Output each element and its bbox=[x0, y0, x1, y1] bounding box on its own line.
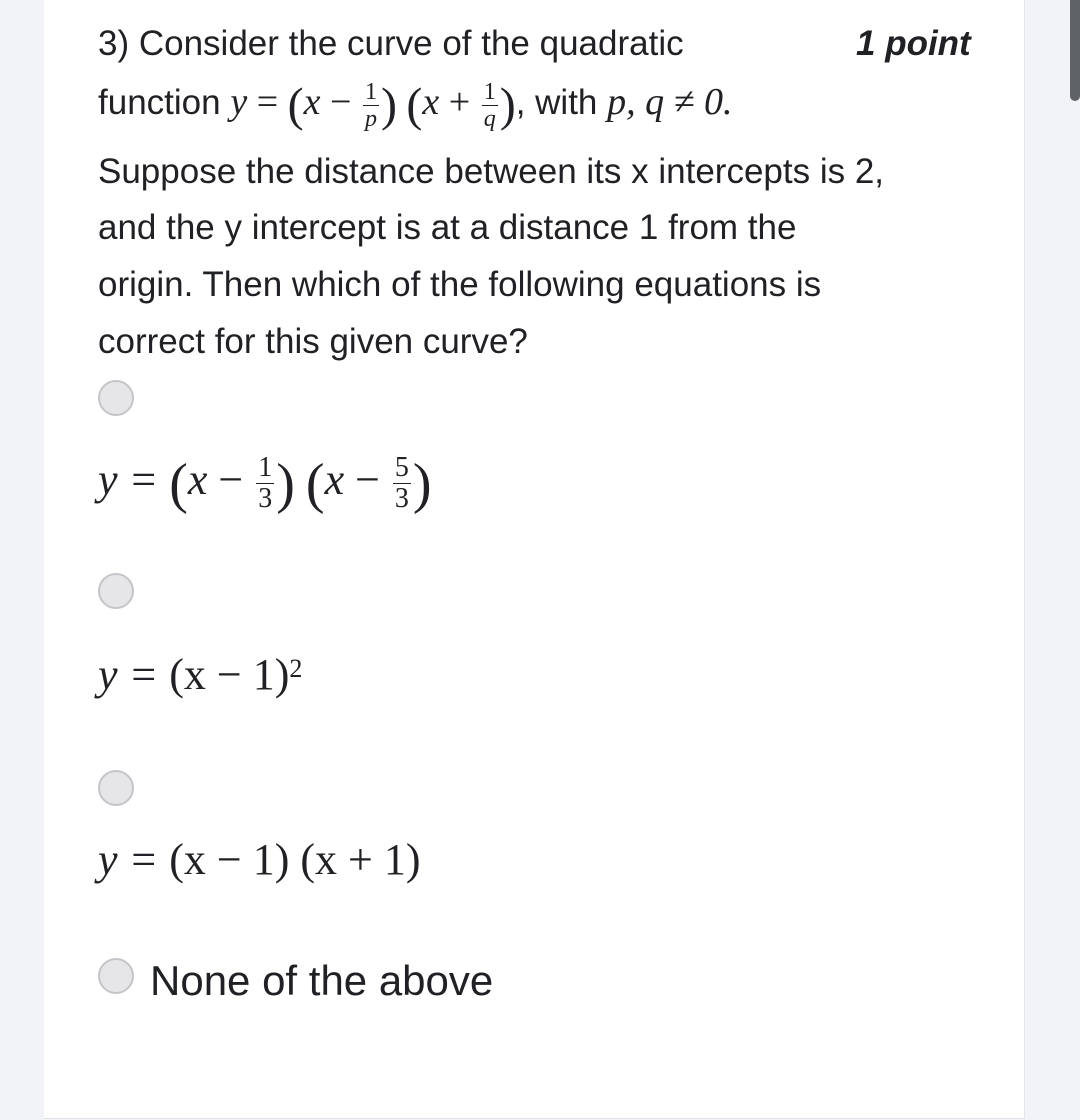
radio-option-2[interactable] bbox=[98, 573, 134, 609]
fraction-1-over-q: $\frac{1}{q}$ bbox=[483, 79, 496, 132]
question-function-expression: y = (x − $\frac{1}{p}$ ) (x + $\frac{1}{q}$ ) bbox=[230, 78, 516, 132]
option-2-equation[interactable]: $y = (x - 1)^2$ bbox=[98, 650, 303, 699]
question-title: 3) Consider the curve of the quadratic bbox=[98, 24, 684, 63]
option-3-equation[interactable]: y = (x − 1) (x + 1) bbox=[98, 835, 421, 884]
question-line-4: and the y intercept is at a distance 1 from the bbox=[98, 208, 797, 247]
question-function-prefix: function bbox=[98, 83, 221, 123]
option-2-exponent: 2 bbox=[289, 654, 303, 683]
question-line-function bbox=[98, 80, 733, 131]
question-with-text: , with bbox=[515, 83, 598, 123]
question-line-6: correct for this given curve? bbox=[98, 322, 528, 361]
radio-option-1[interactable] bbox=[98, 380, 134, 416]
option-4-label[interactable]: None of the above bbox=[150, 957, 494, 1004]
fraction-5-over-3: $\frac{5}{3}$ bbox=[394, 452, 409, 515]
fraction-1-over-3: $\frac{1}{3}$ bbox=[258, 452, 273, 515]
radio-option-3[interactable] bbox=[98, 770, 134, 806]
scrollbar-thumb[interactable] bbox=[1070, 0, 1080, 101]
question-line-3: Suppose the distance between its x intercepts is 2, bbox=[98, 152, 885, 191]
question-line-5: origin. Then which of the following equations is bbox=[98, 265, 822, 304]
radio-option-4[interactable] bbox=[98, 958, 134, 994]
points-label: 1 point bbox=[856, 24, 971, 63]
fraction-1-over-p: $\frac{1}{p}$ bbox=[364, 79, 377, 132]
option-1-equation[interactable]: y = (x − $\frac{1}{3}$ ) (x − $\frac{5}{3}$ ) bbox=[98, 452, 432, 515]
question-condition: p, q ≠ 0. bbox=[607, 81, 733, 124]
